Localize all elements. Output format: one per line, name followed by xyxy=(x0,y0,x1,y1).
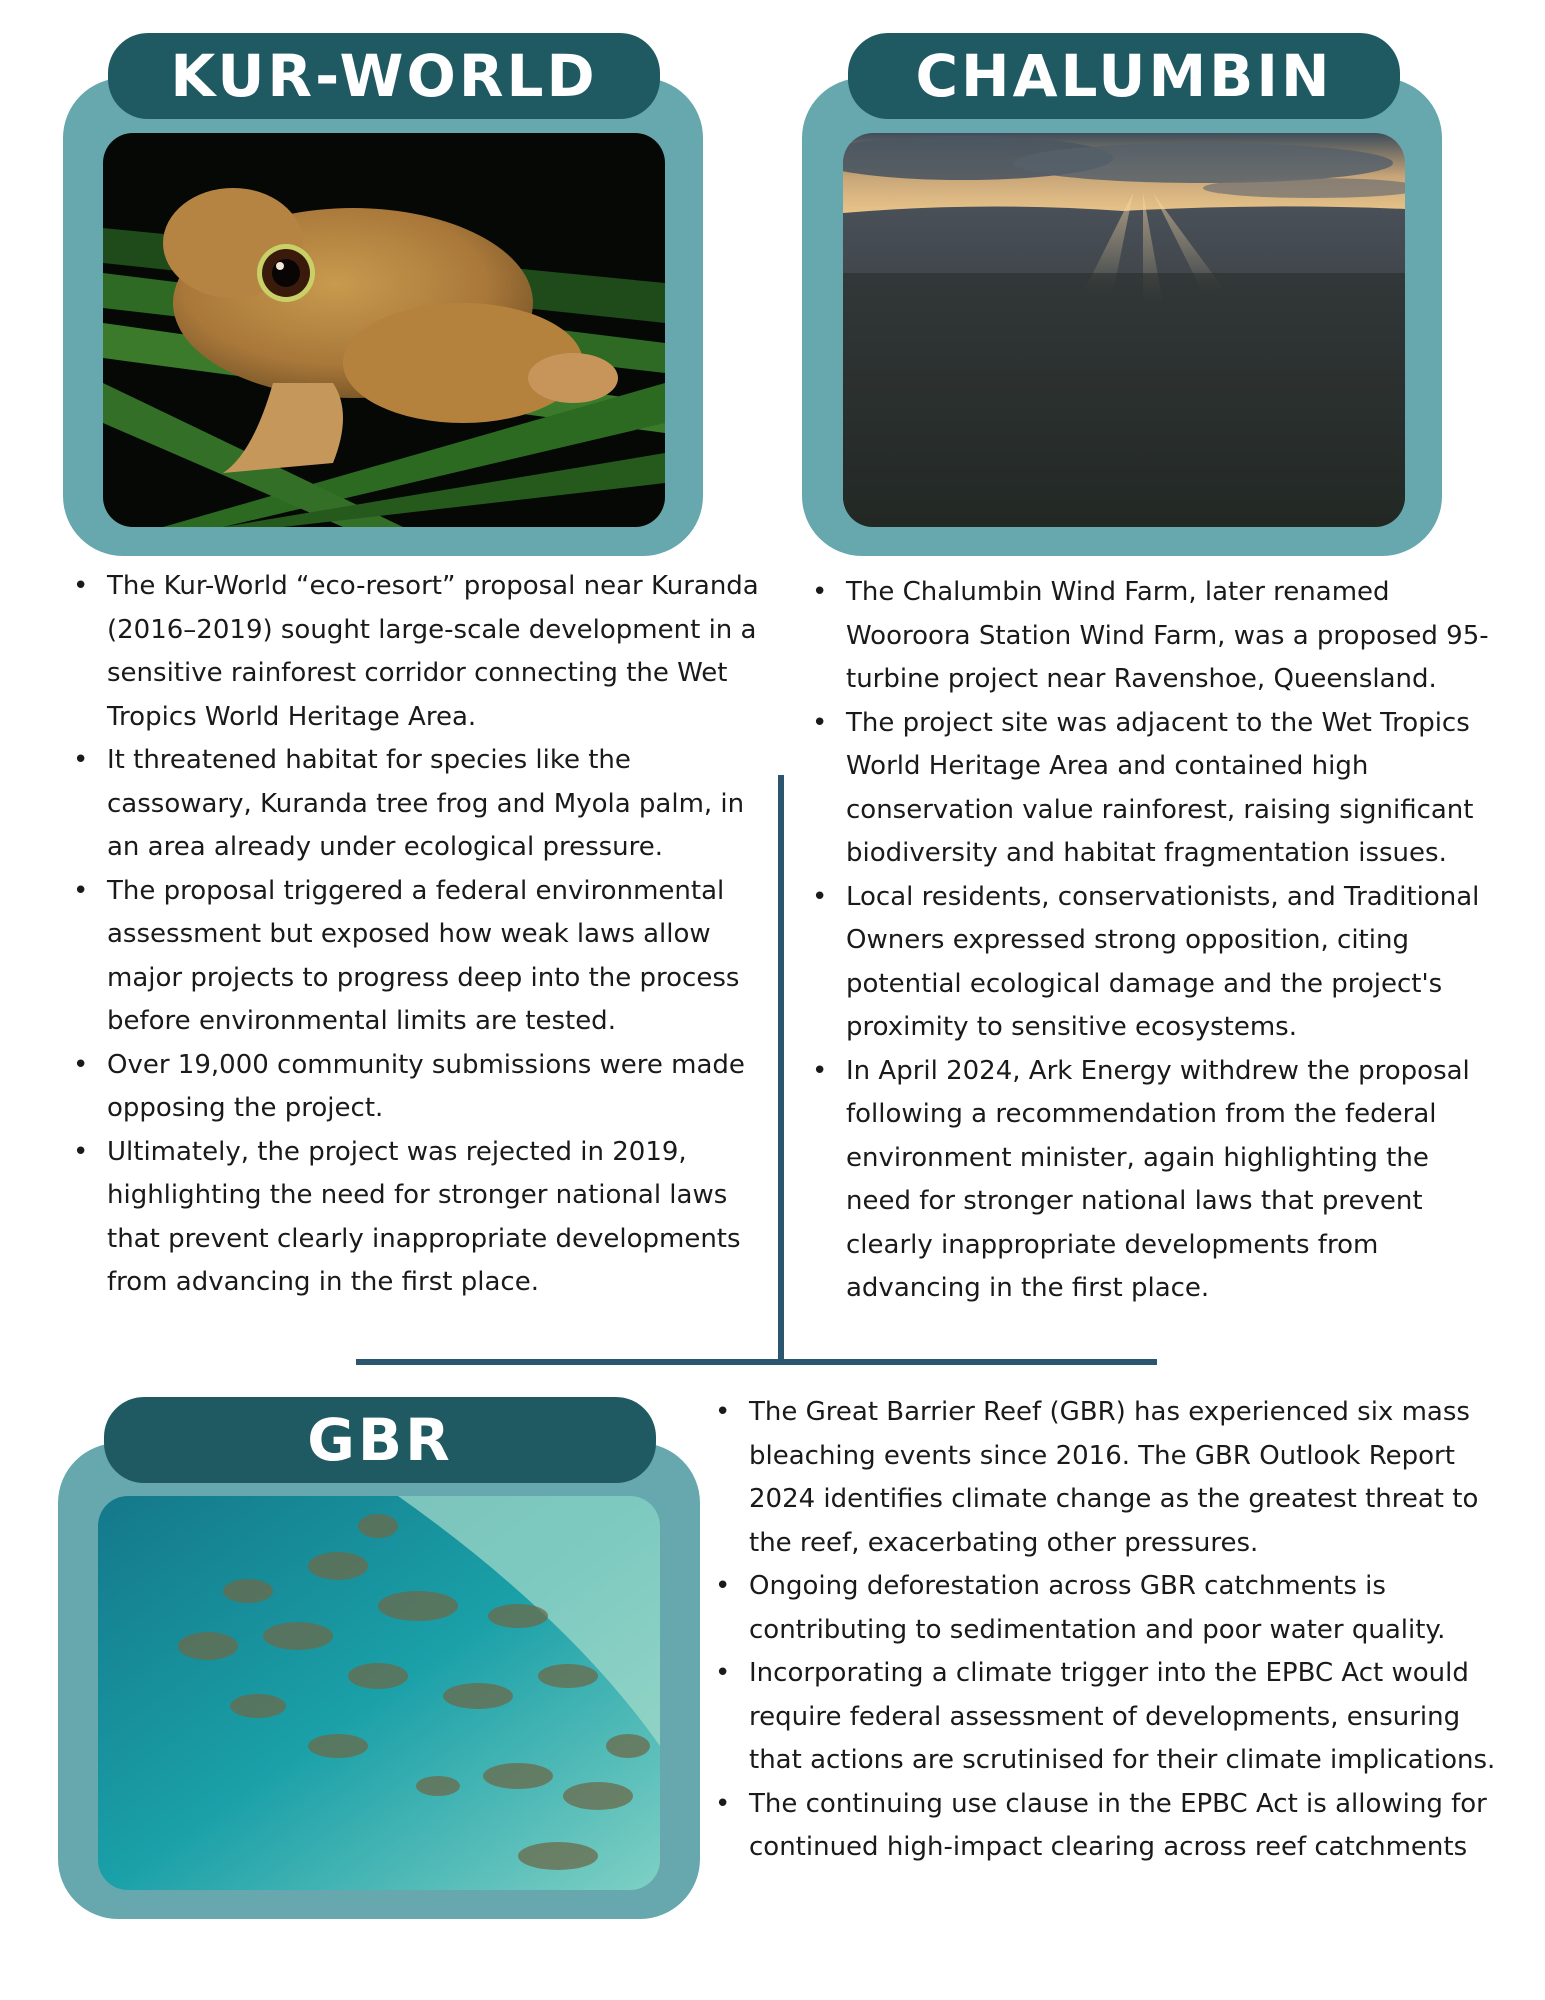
list-item: • The proposal triggered a federal environmental assessment but exposed how weak laws allow major projects to progress deep into the process before environmental limits are tested. xyxy=(73,870,773,1044)
list-item: • In April 2024, Ark Energy withdrew the proposal following a recommendation from the federal environment minister, again highlighting the need for stronger national laws that prevent clearly inappropriate developments from advancing in the first place. xyxy=(812,1050,1502,1311)
list-item: • The Kur-World “eco-resort” proposal near Kuranda (2016–2019) sought large-scale development in a sensitive rainforest corridor connecting the Wet Tropics World Heritage Area. xyxy=(73,565,773,739)
reef-aerial-photo xyxy=(98,1496,660,1890)
list-item: • Incorporating a climate trigger into the EPBC Act would require federal assessment of developments, ensuring that actions are scrutinised for their climate implications. xyxy=(715,1652,1500,1783)
horizontal-divider xyxy=(356,1359,1157,1365)
vertical-divider xyxy=(778,775,784,1365)
list-item: • Over 19,000 community submissions were made opposing the project. xyxy=(73,1044,773,1131)
chalumbin-bullets xyxy=(812,571,1502,1311)
list-item: • The project site was adjacent to the Wet Tropics World Heritage Area and contained high conservation value rainforest, raising significant biodiversity and habitat fragmentation issues. xyxy=(812,702,1502,876)
forest-landscape-photo xyxy=(843,133,1405,527)
list-item: • It threatened habitat for species like the cassowary, Kuranda tree frog and Myola palm, in an area already under ecological pressure. xyxy=(73,739,773,870)
list-item: • Ultimately, the project was rejected in 2019, highlighting the need for stronger national laws that prevent clearly inappropriate developments from advancing in the first place. xyxy=(73,1131,773,1305)
list-item: • The continuing use clause in the EPBC Act is allowing for continued high-impact clearing across reef catchments xyxy=(715,1783,1500,1870)
list-item: • Ongoing deforestation across GBR catchments is contributing to sedimentation and poor water quality. xyxy=(715,1565,1500,1652)
chalumbin-title: CHALUMBIN xyxy=(848,33,1400,119)
kurworld-title: KUR-WORLD xyxy=(108,33,660,119)
list-item: • Local residents, conservationists, and Traditional Owners expressed strong opposition, citing potential ecological damage and the project's proximity to sensitive ecosystems. xyxy=(812,876,1502,1050)
gbr-bullets xyxy=(715,1391,1500,1870)
list-item: • The Great Barrier Reef (GBR) has experienced six mass bleaching events since 2016. The GBR Outlook Report 2024 identifies climate change as the greatest threat to the reef, exacerbating other pressures. xyxy=(715,1391,1500,1565)
kurworld-bullets xyxy=(73,565,773,1305)
gbr-title: GBR xyxy=(104,1397,656,1483)
frog-photo xyxy=(103,133,665,527)
list-item: • The Chalumbin Wind Farm, later renamed Wooroora Station Wind Farm, was a proposed 95-turbine project near Ravenshoe, Queensland. xyxy=(812,571,1502,702)
